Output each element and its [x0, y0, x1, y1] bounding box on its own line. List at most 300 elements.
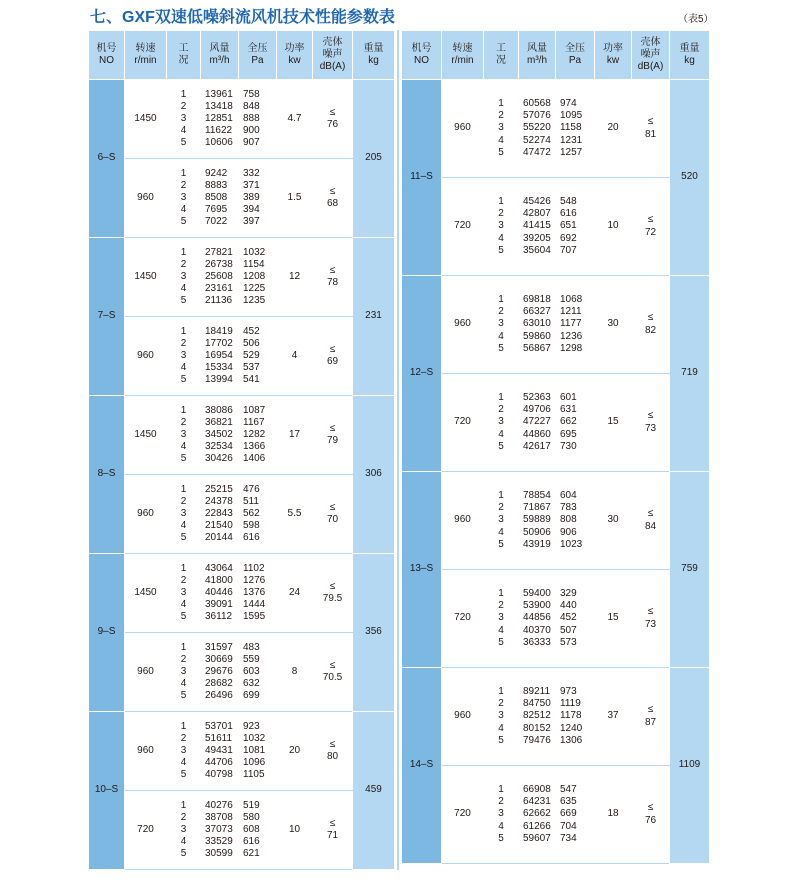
case-number: 4	[498, 526, 504, 538]
power-cell	[277, 791, 313, 870]
speed-value: 960	[454, 318, 471, 330]
pressure-cell	[556, 766, 595, 864]
airflow-value: 40798	[205, 769, 233, 781]
case-number: 5	[180, 453, 187, 465]
speed-value: 960	[454, 514, 471, 526]
noise-value: 76	[326, 119, 339, 130]
pressure-cell	[239, 633, 277, 712]
case-number: 4	[180, 520, 187, 532]
airflow-value: 24378	[205, 495, 233, 507]
airflow-value: 7695	[205, 204, 228, 216]
airflow-cell	[201, 712, 239, 791]
case-number: 3	[498, 710, 504, 722]
noise-value: 70.5	[322, 672, 343, 683]
header-power-text: kw	[288, 55, 301, 66]
airflow-value: 49706	[523, 404, 551, 416]
case-cell	[484, 276, 519, 374]
pressure-value: 608	[243, 823, 260, 835]
speed-cell	[125, 80, 167, 159]
airflow-value: 22843	[205, 507, 233, 519]
pressure-cell	[239, 396, 277, 475]
noise-cell	[313, 475, 353, 554]
noise-cell	[313, 554, 353, 633]
table-row	[402, 570, 710, 668]
airflow-value: 40276	[205, 799, 233, 811]
airflow-value: 41415	[523, 220, 551, 232]
noise-le-sign: ≤	[329, 343, 336, 355]
table-row	[89, 396, 395, 475]
speed-value: 960	[137, 665, 154, 677]
airflow-value: 11622	[205, 125, 233, 137]
airflow-value: 17702	[205, 337, 233, 349]
pressure-cell	[556, 374, 595, 472]
pressure-value: 601	[560, 392, 577, 404]
airflow-value: 23161	[205, 283, 233, 295]
pressure-value: 651	[560, 220, 577, 232]
pressure-cell	[239, 80, 277, 159]
pressure-cell	[239, 238, 277, 317]
case-number: 2	[180, 258, 187, 270]
airflow-value: 66327	[523, 306, 551, 318]
header-no	[402, 31, 442, 80]
page-title: 七、GXF双速低噪斜流风机技术性能参数表	[90, 9, 395, 26]
airflow-value: 80152	[523, 722, 551, 734]
speed-cell	[125, 396, 167, 475]
noise-le-sign: ≤	[329, 185, 336, 197]
header-airflow-text: m³/h	[209, 55, 230, 66]
table-row	[402, 80, 710, 178]
pressure-value: 1235	[243, 295, 266, 307]
case-number: 3	[180, 349, 187, 361]
header-speed-text: 转速	[452, 42, 473, 54]
pressure-value: 559	[243, 653, 260, 665]
header-noise-text: 壳体	[640, 36, 661, 48]
case-number: 3	[498, 808, 504, 820]
airflow-cell	[201, 317, 239, 396]
airflow-value: 47227	[523, 416, 551, 428]
pressure-value: 1306	[560, 734, 583, 746]
header-noise	[632, 31, 670, 80]
case-cell	[167, 317, 201, 396]
weight-value: 1109	[678, 759, 701, 771]
power-cell	[277, 80, 313, 159]
header-noise-text: 噪声	[640, 48, 661, 60]
pressure-value: 1298	[560, 342, 583, 354]
pressure-value: 621	[243, 848, 260, 860]
pressure-cell	[556, 472, 595, 570]
power-cell	[277, 475, 313, 554]
speed-cell	[125, 238, 167, 317]
speed-value: 1450	[134, 586, 157, 598]
case-number: 1	[498, 490, 504, 502]
speed-value: 960	[454, 710, 471, 722]
noise-le-sign: ≤	[329, 264, 336, 276]
pressure-value: 632	[243, 678, 260, 690]
pressure-value: 598	[243, 520, 260, 532]
weight-cell	[670, 668, 710, 864]
header-weight	[670, 31, 710, 80]
power-cell	[595, 668, 632, 766]
airflow-value: 35604	[523, 244, 551, 256]
weight-value: 520	[681, 171, 698, 183]
airflow-cell	[519, 374, 556, 472]
pressure-value: 734	[560, 832, 577, 844]
pressure-value: 394	[243, 204, 260, 216]
case-cell	[167, 712, 201, 791]
speed-value: 720	[454, 220, 471, 232]
airflow-value: 27821	[205, 246, 233, 258]
weight-cell	[353, 712, 395, 870]
table-row	[402, 668, 710, 766]
noise-value: 78	[326, 277, 339, 288]
airflow-value: 41800	[205, 574, 233, 586]
case-number: 3	[180, 586, 187, 598]
case-cell	[484, 178, 519, 276]
case-number: 1	[180, 246, 187, 258]
case-number: 4	[180, 757, 187, 769]
power-cell	[595, 276, 632, 374]
case-number: 3	[180, 112, 187, 124]
airflow-value: 52363	[523, 392, 551, 404]
pressure-value: 603	[243, 665, 260, 677]
noise-cell	[632, 276, 670, 374]
case-number: 5	[180, 216, 187, 228]
case-number: 5	[180, 690, 187, 702]
case-number: 5	[498, 636, 504, 648]
noise-cell	[632, 766, 670, 864]
weight-cell	[670, 80, 710, 276]
fan-model-cell	[402, 668, 442, 864]
case-number: 4	[498, 624, 504, 636]
header-noise	[313, 31, 353, 80]
noise-le-sign: ≤	[647, 312, 654, 324]
power-value: 20	[288, 744, 301, 756]
case-number: 2	[498, 796, 504, 808]
right-table-panel	[401, 30, 710, 864]
pressure-value: 511	[243, 495, 259, 507]
pressure-value: 1105	[243, 769, 265, 781]
pressure-value: 783	[560, 502, 577, 514]
case-number: 1	[180, 641, 187, 653]
header-noise-text: 噪声	[322, 48, 343, 60]
table-row	[89, 475, 395, 554]
case-number: 2	[180, 653, 187, 665]
airflow-value: 26496	[205, 690, 233, 702]
case-number: 2	[498, 502, 504, 514]
noise-le-sign: ≤	[329, 501, 336, 513]
pressure-value: 662	[560, 416, 577, 428]
table-row	[89, 554, 395, 633]
pressure-value: 1119	[560, 698, 581, 710]
fan-model-cell	[89, 554, 125, 712]
pressure-value: 1444	[243, 599, 266, 611]
airflow-value: 36333	[523, 636, 551, 648]
speed-cell	[442, 80, 484, 178]
power-value: 37	[607, 710, 619, 722]
weight-cell	[353, 238, 395, 396]
noise-cell	[313, 633, 353, 712]
noise-value: 68	[326, 198, 339, 209]
pressure-value: 1023	[560, 538, 583, 550]
noise-cell	[313, 159, 353, 238]
pressure-value: 695	[560, 428, 577, 440]
case-number: 2	[180, 416, 187, 428]
airflow-cell	[201, 791, 239, 870]
airflow-cell	[519, 472, 556, 570]
noise-cell	[313, 317, 353, 396]
case-number: 3	[180, 270, 187, 282]
case-number: 1	[498, 98, 504, 110]
pressure-value: 604	[560, 490, 577, 502]
case-number: 2	[180, 100, 187, 112]
power-value: 15	[607, 416, 619, 428]
power-value: 30	[607, 318, 619, 330]
pressure-value: 1211	[560, 306, 582, 318]
header-airflow	[201, 31, 239, 80]
speed-cell	[442, 178, 484, 276]
airflow-value: 25608	[205, 270, 233, 282]
weight-value: 231	[365, 310, 382, 322]
noise-value: 81	[644, 128, 657, 140]
power-value: 15	[607, 612, 619, 624]
power-cell	[595, 178, 632, 276]
left-table-panel	[88, 30, 395, 870]
case-number: 4	[498, 330, 504, 342]
case-cell	[484, 766, 519, 864]
noise-cell	[632, 178, 670, 276]
case-number: 4	[180, 125, 187, 137]
pressure-value: 529	[243, 349, 260, 361]
pressure-cell	[556, 570, 595, 668]
airflow-value: 10606	[205, 137, 233, 149]
speed-cell	[442, 766, 484, 864]
noise-cell	[632, 668, 670, 766]
fan-model-cell	[89, 238, 125, 396]
airflow-value: 69818	[523, 294, 551, 306]
pressure-value: 476	[243, 483, 260, 495]
header-case-text: 工	[178, 42, 189, 54]
header-pressure-text: 全压	[565, 42, 585, 54]
pressure-value: 1225	[243, 283, 266, 295]
noise-cell	[632, 374, 670, 472]
case-cell	[484, 668, 519, 766]
case-number: 3	[180, 665, 187, 677]
airflow-cell	[519, 570, 556, 668]
pressure-value: 1178	[560, 710, 582, 722]
speed-cell	[125, 475, 167, 554]
case-cell	[167, 80, 201, 159]
case-number: 5	[180, 374, 187, 386]
case-number: 5	[498, 244, 504, 256]
table-row	[402, 276, 710, 374]
case-number: 3	[498, 318, 504, 330]
speed-cell	[125, 317, 167, 396]
noise-value: 72	[644, 226, 657, 238]
speed-value: 960	[137, 744, 154, 756]
airflow-value: 82512	[523, 710, 551, 722]
case-cell	[167, 791, 201, 870]
noise-le-sign: ≤	[647, 214, 654, 226]
header-airflow-text: 风量	[527, 42, 547, 54]
noise-le-sign: ≤	[647, 116, 654, 128]
pressure-value: 548	[560, 196, 577, 208]
case-number: 3	[180, 507, 187, 519]
pressure-value: 1236	[560, 330, 583, 342]
power-cell	[595, 570, 632, 668]
header-weight-text: 重量	[679, 42, 700, 54]
pressure-value: 631	[560, 404, 577, 416]
case-number: 2	[180, 732, 187, 744]
airflow-value: 47472	[523, 146, 551, 158]
speed-value: 1450	[134, 270, 157, 282]
pressure-value: 699	[243, 690, 260, 702]
case-number: 5	[498, 538, 504, 550]
speed-cell	[125, 554, 167, 633]
pressure-value: 1366	[243, 441, 266, 453]
case-number: 2	[498, 698, 504, 710]
fan-model-cell	[402, 472, 442, 668]
case-number: 5	[180, 769, 187, 781]
airflow-value: 84750	[523, 698, 551, 710]
speed-value: 720	[454, 612, 471, 624]
airflow-value: 52274	[523, 134, 551, 146]
header-weight	[353, 31, 395, 80]
case-number: 2	[180, 495, 187, 507]
pressure-value: 507	[560, 624, 577, 636]
power-value: 18	[607, 808, 619, 820]
pressure-value: 1167	[243, 416, 265, 428]
case-number: 1	[180, 88, 187, 100]
pressure-value: 1032	[243, 732, 266, 744]
power-cell	[595, 472, 632, 570]
noise-cell	[313, 238, 353, 317]
airflow-value: 43919	[523, 538, 551, 550]
header-weight-text: kg	[368, 55, 379, 66]
airflow-value: 40370	[523, 624, 551, 636]
airflow-value: 15334	[205, 362, 233, 374]
airflow-value: 8883	[205, 179, 228, 191]
header-power-text: 功率	[603, 42, 623, 54]
header-speed	[125, 31, 167, 80]
pressure-cell	[556, 668, 595, 766]
header-noise-text: 壳体	[322, 36, 343, 48]
airflow-value: 89211	[523, 686, 551, 698]
pressure-value: 1154	[243, 258, 265, 270]
case-number: 5	[498, 342, 504, 354]
pressure-value: 1158	[560, 122, 582, 134]
airflow-value: 59860	[523, 330, 551, 342]
case-number: 3	[498, 612, 504, 624]
power-value: 10	[607, 220, 619, 232]
airflow-cell	[519, 668, 556, 766]
speed-cell	[125, 791, 167, 870]
pressure-value: 1081	[243, 744, 266, 756]
noise-value: 71	[326, 830, 339, 841]
airflow-value: 59400	[523, 588, 551, 600]
power-cell	[277, 633, 313, 712]
airflow-value: 51611	[205, 732, 233, 744]
pressure-value: 900	[243, 125, 260, 137]
case-cell	[167, 159, 201, 238]
pressure-cell	[239, 317, 277, 396]
fan-model-number: 8–S	[97, 468, 116, 480]
airflow-value: 38708	[205, 811, 233, 823]
fan-model-cell	[89, 396, 125, 554]
airflow-value: 30599	[205, 848, 233, 860]
header-no-text: NO	[99, 55, 114, 66]
speed-cell	[442, 570, 484, 668]
airflow-value: 31597	[205, 641, 233, 653]
case-number: 4	[498, 428, 504, 440]
pressure-value: 440	[560, 600, 577, 612]
fan-model-number: 10–S	[94, 784, 119, 796]
speed-value: 960	[137, 507, 154, 519]
table-note: （表5）	[678, 14, 714, 25]
case-number: 3	[498, 220, 504, 232]
power-cell	[277, 396, 313, 475]
noise-cell	[313, 712, 353, 791]
pressure-value: 973	[560, 686, 577, 698]
speed-cell	[442, 472, 484, 570]
noise-cell	[632, 472, 670, 570]
pressure-value: 329	[560, 588, 577, 600]
speed-cell	[442, 374, 484, 472]
case-number: 4	[180, 283, 187, 295]
weight-cell	[353, 80, 395, 238]
airflow-value: 42617	[523, 440, 551, 452]
pressure-cell	[239, 791, 277, 870]
case-number: 2	[180, 574, 187, 586]
airflow-value: 39205	[523, 232, 551, 244]
noise-le-sign: ≤	[647, 704, 654, 716]
case-number: 3	[498, 514, 504, 526]
pressure-value: 808	[560, 514, 577, 526]
speed-value: 720	[137, 823, 154, 835]
pressure-value: 1240	[560, 722, 583, 734]
case-number: 3	[180, 428, 187, 440]
case-number: 1	[180, 799, 187, 811]
airflow-value: 66908	[523, 784, 551, 796]
case-number: 2	[498, 110, 504, 122]
speed-value: 960	[454, 122, 471, 134]
airflow-value: 59889	[523, 514, 551, 526]
airflow-value: 39091	[205, 599, 233, 611]
noise-value: 79	[326, 435, 339, 446]
case-number: 3	[498, 122, 504, 134]
power-value: 24	[288, 586, 301, 598]
case-number: 5	[498, 146, 504, 158]
airflow-value: 40446	[205, 586, 233, 598]
airflow-cell	[519, 80, 556, 178]
fan-model-number: 7–S	[97, 310, 116, 322]
pressure-value: 888	[243, 112, 260, 124]
pressure-value: 758	[243, 88, 260, 100]
pressure-value: 848	[243, 100, 260, 112]
pressure-value: 1095	[560, 110, 583, 122]
pressure-value: 397	[243, 216, 260, 228]
pressure-value: 573	[560, 636, 577, 648]
header-case	[167, 31, 201, 80]
pressure-value: 1406	[243, 453, 266, 465]
case-number: 4	[180, 204, 187, 216]
noise-value: 73	[644, 422, 657, 434]
case-number: 1	[498, 784, 504, 796]
case-cell	[167, 396, 201, 475]
airflow-value: 36112	[205, 611, 233, 623]
pressure-value: 906	[560, 526, 577, 538]
pressure-value: 452	[560, 612, 577, 624]
table-row	[89, 159, 395, 238]
